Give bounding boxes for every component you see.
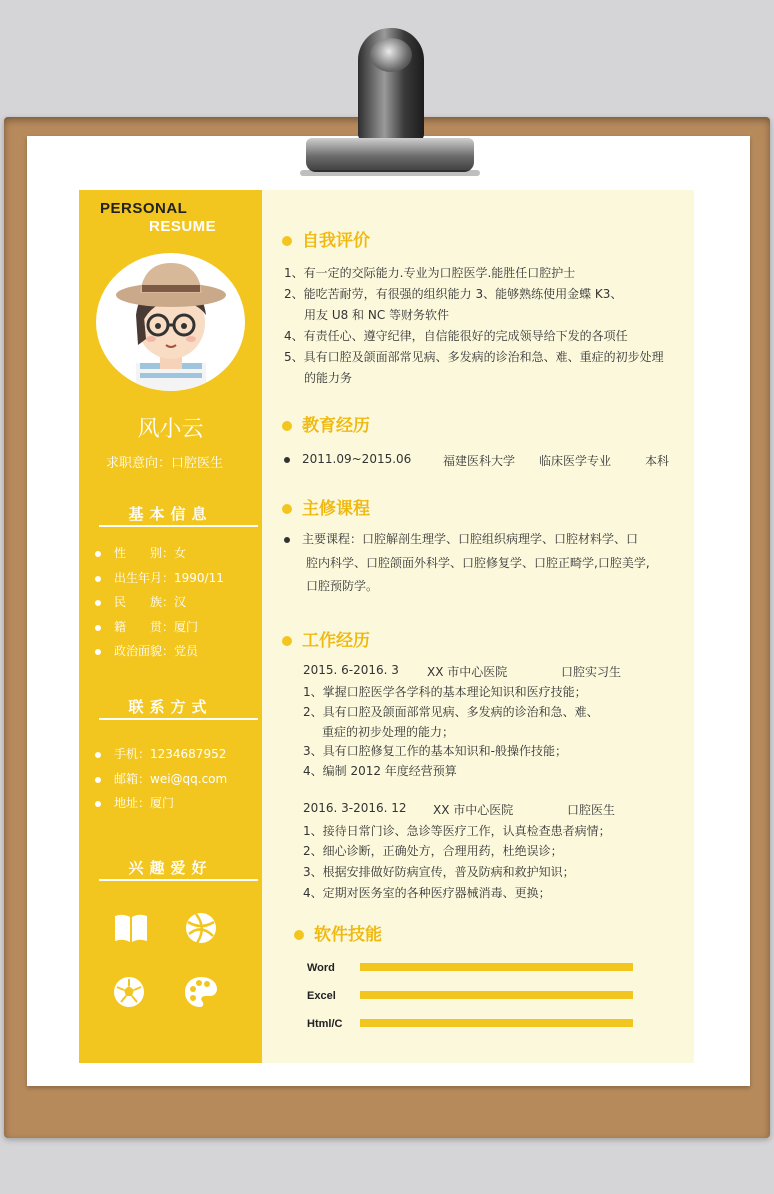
work-period: 2015. 6-2016. 3 [303, 663, 399, 677]
basic-info-item: 籍 贯：厦门 [95, 618, 198, 635]
courses-line: 主要课程：口腔解剖生理学、口腔组织病理学、口腔材料学、口 [284, 530, 638, 547]
hobbies-divider [99, 879, 258, 881]
work-duty: 4、编制 2012 年度经营预算 [303, 764, 457, 778]
self-eval-line: 的能力务 [304, 371, 353, 385]
hobbies-heading: 兴趣爱好 [128, 859, 213, 877]
binder-clip-base [306, 138, 474, 172]
bullet-icon [282, 636, 292, 646]
self-eval-line: 2、能吃苦耐劳，有很强的组织能力 3、能够熟练使用金蝶 K3、 [284, 287, 623, 301]
contact-email: 邮箱：wei@qq.com [95, 770, 227, 787]
skill-label: Excel [307, 990, 336, 1002]
work-heading: 工作经历 [282, 626, 370, 651]
skills-heading: 软件技能 [294, 920, 382, 945]
self-eval-line: 用友 U8 和 NC 等财务软件 [304, 308, 450, 322]
skill-label: Html/C [307, 1018, 343, 1030]
resume-title-resume: RESUME [149, 218, 217, 235]
self-eval-line: 5、具有口腔及颌面部常见病、多发病的诊治和急、难、重症的初步处理 [284, 350, 664, 364]
basic-info-divider [99, 525, 258, 527]
bullet-icon [282, 421, 292, 431]
basic-info-item: 政治面貌：党员 [95, 642, 198, 659]
bullet-icon [294, 930, 304, 940]
skill-label: Word [307, 962, 335, 974]
bullet-icon [282, 504, 292, 514]
work-duty: 3、根据安排做好防病宣传，普及防病和救护知识； [303, 865, 575, 879]
self-eval-heading: 自我评价 [282, 226, 370, 251]
work-duty: 重症的初步处理的能力； [322, 725, 455, 739]
work-duty: 2、细心诊断，正确处方，合理用药，杜绝误诊； [303, 844, 563, 858]
contact-divider [99, 718, 258, 720]
work-period: 2016. 3-2016. 12 [303, 801, 407, 815]
work-duty: 3、具有口腔修复工作的基本知识和-般操作技能； [303, 744, 567, 758]
binder-clip-shadow [300, 170, 480, 176]
courses-line: 口腔预防学。 [306, 579, 379, 593]
education-entry [284, 452, 411, 466]
education-school: 福建医科大学 [443, 454, 516, 468]
courses-heading: 主修课程 [282, 494, 370, 519]
cartoon-portrait-icon [96, 253, 245, 391]
basic-info-item: 性 别：女 [95, 544, 186, 561]
education-period: 2011.09~2015.06 [302, 452, 412, 466]
work-role: 口腔实习生 [561, 665, 622, 679]
book-icon [113, 910, 149, 946]
skill-bar [360, 1019, 633, 1027]
resume-title-personal: PERSONAL [100, 200, 188, 217]
candidate-name: 风小云 [137, 417, 204, 442]
education-major: 临床医学专业 [539, 454, 612, 468]
courses-line: 腔内科学、口腔颌面外科学、口腔修复学、口腔正畸学,口腔美学, [306, 556, 650, 570]
work-duty: 4、定期对医务室的各种医疗器械消毒、更换； [303, 886, 551, 900]
work-org: XX 市中心医院 [427, 665, 508, 679]
self-eval-line: 1、有一定的交际能力.专业为口腔医学.能胜任口腔护士 [284, 266, 576, 280]
soccer-ball-icon [111, 974, 147, 1010]
contact-phone: 手机：1234687952 [95, 745, 226, 762]
skill-bar [360, 991, 633, 999]
contact-heading: 联系方式 [128, 698, 213, 716]
resume-sidebar [79, 190, 262, 1063]
basic-info-heading: 基本信息 [128, 505, 213, 523]
resume-main [262, 190, 694, 1063]
self-eval-line: 4、有责任心、遵守纪律，自信能很好的完成领导给下发的各项任 [284, 329, 628, 343]
basic-info-item: 民 族：汉 [95, 593, 186, 610]
bullet-icon [282, 236, 292, 246]
palette-icon [183, 974, 219, 1010]
basic-info-item: 出生年月：1990/11 [95, 569, 224, 586]
basketball-icon [183, 910, 219, 946]
job-intent: 求职意向：口腔医生 [106, 456, 224, 471]
avatar [96, 253, 245, 391]
work-duty: 1、掌握口腔医学各学科的基本理论知识和医疗技能； [303, 685, 587, 699]
skill-bar [360, 963, 633, 971]
work-duty: 1、接待日常门诊、急诊等医疗工作，认真检查患者病情； [303, 824, 611, 838]
work-role: 口腔医生 [567, 803, 616, 817]
binder-clip-ring [370, 38, 412, 72]
work-org: XX 市中心医院 [433, 803, 514, 817]
education-degree: 本科 [645, 454, 670, 468]
education-heading: 教育经历 [282, 411, 370, 436]
contact-address: 地址：厦门 [95, 794, 174, 811]
work-duty: 2、具有口腔及颌面部常见病、多发病的诊治和急、难、 [303, 705, 599, 719]
